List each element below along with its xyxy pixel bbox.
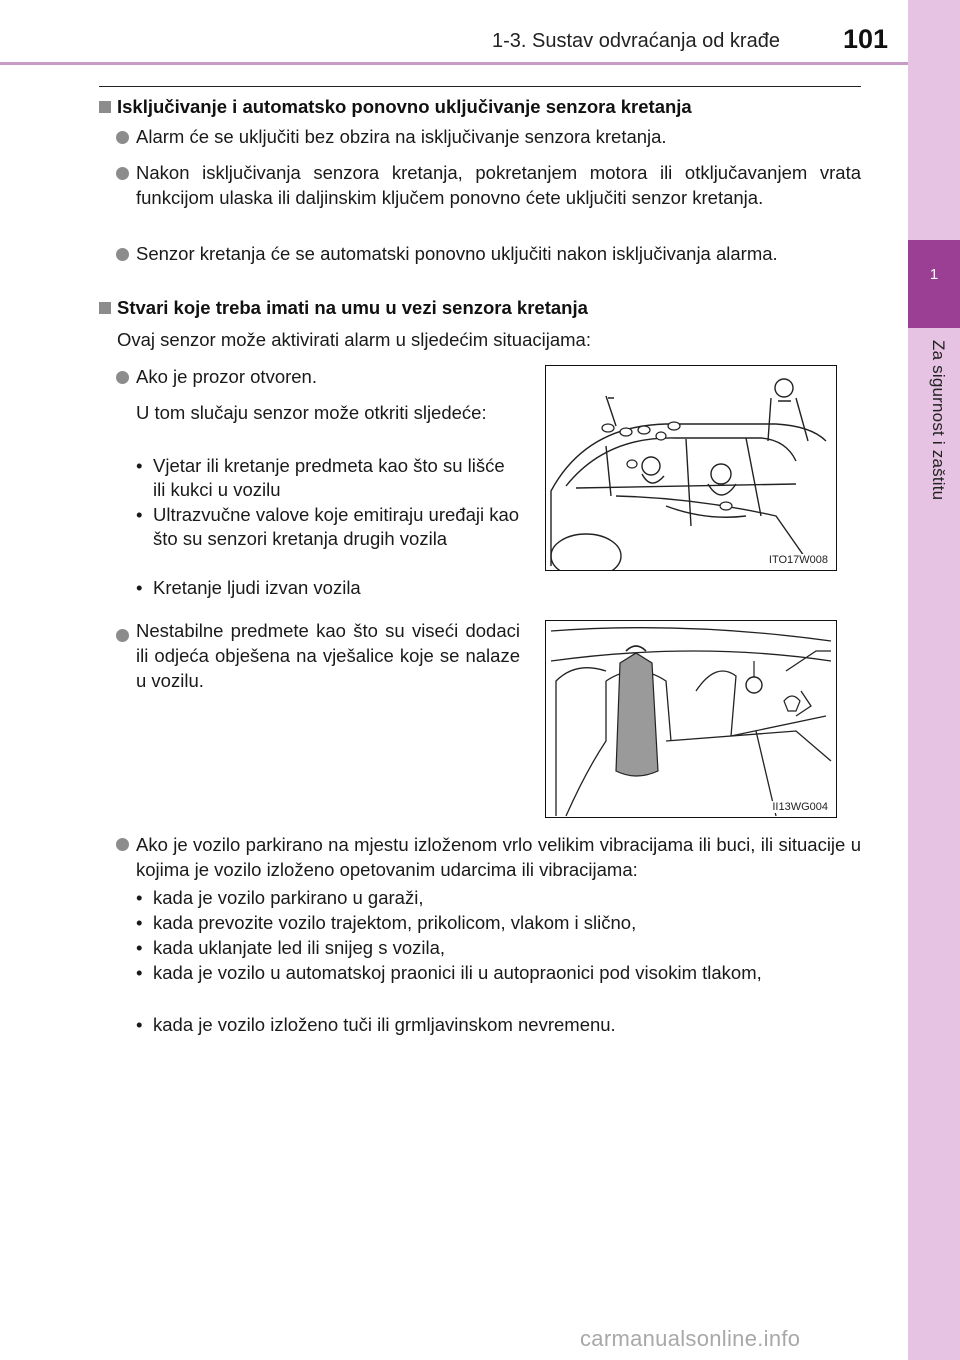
case3-item: • kada uklanjate led ili snijeg s vozila, (136, 937, 446, 958)
section2-heading: Stvari koje treba imati na umu u vezi senzora kretanja (99, 297, 869, 319)
round-bullet-icon (116, 371, 129, 384)
case1-item: • Vjetar ili kretanje predmeta kao što su lišće ili kukci u vozilu (136, 455, 505, 500)
figure-code: II13WG004 (772, 801, 828, 813)
section1-bullet1: Alarm će se uključiti bez obzira na isključivanje senzora kretanja. (136, 126, 667, 147)
case1-item: • Ultrazvučne valove koje emitiraju uređaji kao što su senzori kretanja drugih vozila (136, 504, 520, 549)
content-top-divider (99, 86, 861, 87)
section1-bullet3: Senzor kretanja će se automatski ponovno uključiti nakon isključivanja alarma. (136, 243, 778, 264)
figure-open-window (545, 365, 837, 571)
section2-intro: Ovaj senzor može aktivirati alarm u sljedećim situacijama: (117, 329, 591, 350)
round-bullet-icon (116, 248, 129, 261)
car-open-window-illustration (546, 366, 836, 570)
watermark: carmanualsonline.info (580, 1326, 801, 1351)
figure-code: ITO17W008 (768, 554, 828, 566)
chapter-number: 1 (929, 266, 939, 283)
case3-item: • kada prevozite vozilo trajektom, prikolicom, vlakom i slično, (136, 912, 637, 933)
page-number: 101 (843, 24, 889, 54)
round-bullet-icon (116, 838, 129, 851)
figure-hanging-objects (545, 620, 837, 818)
case1-text: U tom slučaju senzor može otkriti sljedeće: (136, 402, 487, 423)
case3-item: • kada je vozilo parkirano u garaži, (136, 887, 424, 908)
header-divider (0, 62, 908, 65)
section1-heading: Isključivanje i automatsko ponovno uključivanje senzora kretanja (99, 96, 869, 118)
section1-bullet2: Nakon isključivanja senzora kretanja, pokretanjem motora ili otključavanjem vrata funkcijom ulaska ili daljinskim ključem ponovno ćete uključiti senzor kretanja. (136, 162, 861, 208)
chapter-tab[interactable] (908, 240, 960, 328)
case1-item: • Kretanje ljudi izvan vozila (136, 577, 361, 598)
case2-text: Nestabilne predmete kao što su viseći dodaci ili odjeća obješena na vješalice koje se nalaze u vozilu. (136, 620, 520, 691)
case3-item: • kada je vozilo u automatskoj praonici ili u autopraonici pod visokim tlakom, (136, 962, 762, 983)
case3-text: Ako je vozilo parkirano na mjestu izloženom vrlo velikim vibracijama ili buci, ili situacije u kojima je vozilo izloženo opetovanim udarcima ili vibracijama: (136, 834, 861, 880)
car-interior-illustration (546, 621, 836, 817)
round-bullet-icon (116, 629, 129, 642)
chapter-sidebar (908, 0, 960, 1360)
case3-item: • kada je vozilo izloženo tuči ili grmljavinskom nevremenu. (136, 1014, 616, 1035)
square-bullet-icon (99, 302, 111, 314)
chapter-title: Za sigurnost i zaštitu (929, 340, 948, 501)
case1-title: Ako je prozor otvoren. (136, 366, 317, 387)
square-bullet-icon (99, 101, 111, 113)
round-bullet-icon (116, 167, 129, 180)
round-bullet-icon (116, 131, 129, 144)
section-title: 1-3. Sustav odvraćanja od krađe (492, 30, 780, 52)
